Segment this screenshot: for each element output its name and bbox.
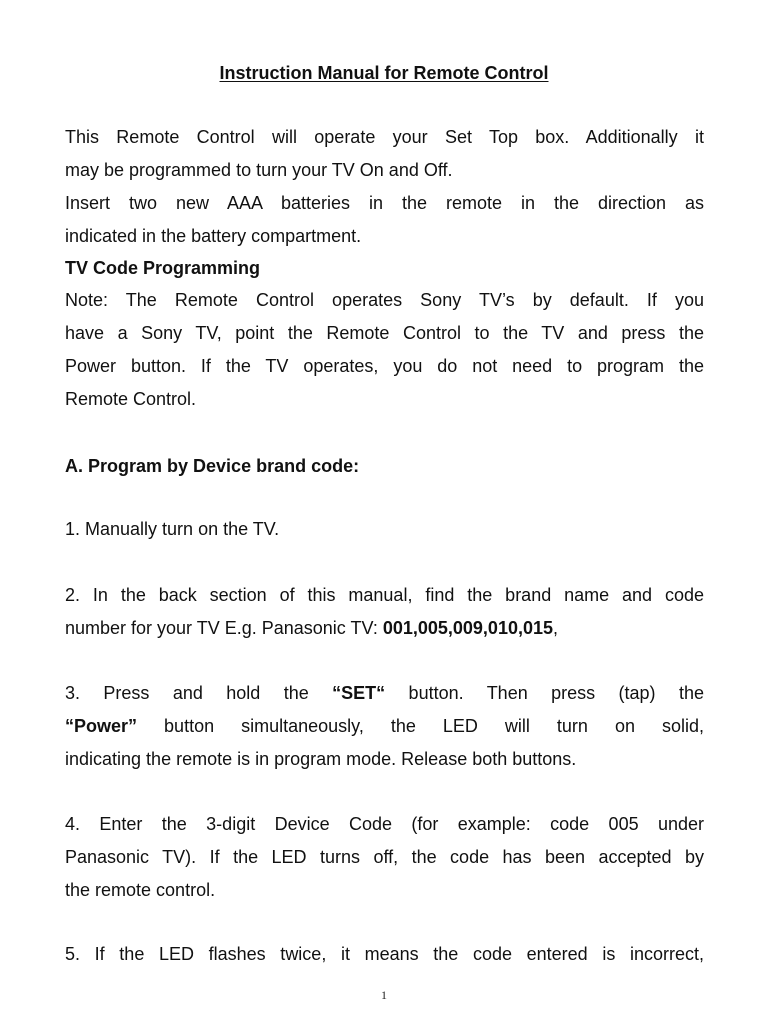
step-2-line-2 bbox=[65, 612, 704, 645]
step-3 bbox=[65, 677, 704, 776]
set-button-label: “SET“ bbox=[332, 683, 386, 703]
step-4-line-3: the remote control. bbox=[65, 880, 216, 900]
document-title: Instruction Manual for Remote Control bbox=[219, 63, 549, 83]
intro-line-2: may be programmed to turn your TV On and Off. bbox=[65, 160, 453, 180]
step-4 bbox=[65, 808, 704, 907]
step-4-line-2: Panasonic TV). If the LED turns off, the code has been accepted by bbox=[65, 847, 704, 867]
step-3-post: button. Then press (tap) the bbox=[385, 683, 704, 703]
intro-paragraph bbox=[65, 121, 704, 253]
note-line-2: have a Sony TV, point the Remote Control to the TV and press the bbox=[65, 323, 704, 343]
step-1-line: 1. Manually turn on the TV. bbox=[65, 519, 280, 539]
tv-code-heading: TV Code Programming bbox=[65, 258, 261, 278]
step-2 bbox=[65, 579, 704, 645]
note-line-3: Power button. If the TV operates, you do not need to program the bbox=[65, 356, 704, 376]
step-1 bbox=[65, 513, 704, 546]
page-number: 1 bbox=[381, 988, 387, 1002]
intro-line-4: indicated in the battery compartment. bbox=[65, 226, 362, 246]
step-3-pre: 3. Press and hold the bbox=[65, 683, 333, 703]
intro-line-1: This Remote Control will operate your Set Top box. Additionally it bbox=[65, 127, 704, 147]
step-3-line-3: indicating the remote is in program mode. Release both buttons. bbox=[65, 749, 577, 769]
note-line-1: Note: The Remote Control operates Sony TV’s by default. If you bbox=[65, 290, 704, 310]
section-a-heading: A. Program by Device brand code: bbox=[65, 456, 360, 476]
step-3-line-2-post: button simultaneously, the LED will turn on solid, bbox=[137, 716, 704, 736]
step-5-line-1: 5. If the LED flashes twice, it means the code entered is incorrect, bbox=[65, 944, 704, 964]
note-paragraph bbox=[65, 284, 704, 416]
step-5 bbox=[65, 938, 704, 971]
panasonic-codes: 001,005,009,010,015 bbox=[382, 618, 553, 638]
note-line-4: Remote Control. bbox=[65, 389, 197, 409]
step-4-line-1: 4. Enter the 3-digit Device Code (for example: code 005 under bbox=[65, 814, 704, 834]
step-2-line-1: 2. In the back section of this manual, find the brand name and code bbox=[65, 585, 704, 605]
power-button-label: “Power” bbox=[65, 716, 138, 736]
intro-line-3: Insert two new AAA batteries in the remote in the direction as bbox=[65, 193, 704, 213]
step-3-line-2 bbox=[65, 710, 704, 743]
step-2-text: number for your TV E.g. Panasonic TV: bbox=[65, 618, 383, 638]
step-3-line-1 bbox=[65, 677, 704, 710]
step-2-end: , bbox=[553, 618, 559, 638]
